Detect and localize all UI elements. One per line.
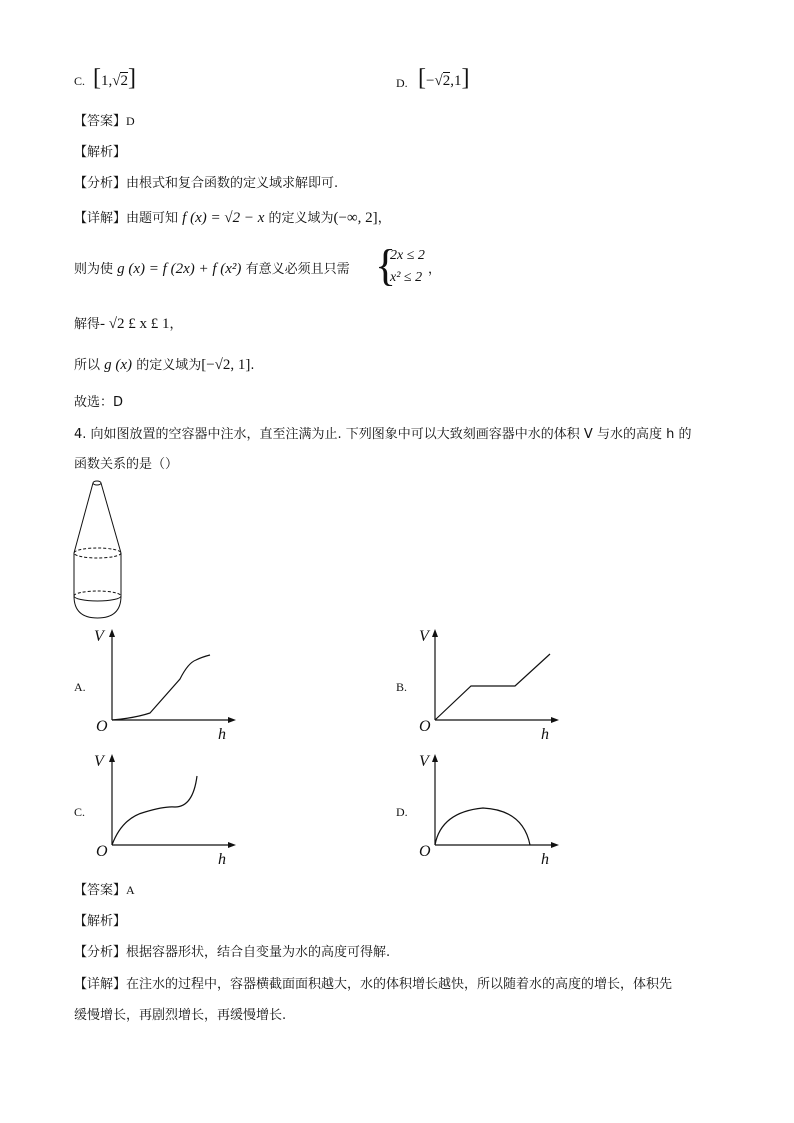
- x-arrow: [551, 717, 559, 723]
- xiangjie-tag: 【详解】: [74, 977, 127, 992]
- line4-mid: 的定义域为: [136, 358, 202, 373]
- answer-value: A: [126, 883, 135, 897]
- origin: O: [419, 718, 431, 735]
- origin: O: [96, 843, 108, 860]
- origin: O: [96, 718, 108, 735]
- q3-xiangjie-line4: [74, 354, 255, 374]
- cone-tip: [93, 481, 101, 485]
- line1-mid: 的定义域为: [268, 211, 334, 226]
- q3-analysis-tag: 【解析】: [74, 145, 127, 160]
- axis-v: V: [94, 628, 104, 645]
- x-arrow: [228, 842, 236, 848]
- fenxi-text: 由根式和复合函数的定义域求解即可.: [126, 176, 339, 191]
- q4-xiangjie-line2: 缓慢增长，再剧烈增长，再缓慢增长.: [74, 1008, 287, 1023]
- axis-h: h: [218, 726, 226, 743]
- curve-a: [112, 655, 210, 720]
- y-arrow: [109, 754, 115, 762]
- line2-mid: 有意义必须且只需: [245, 262, 350, 277]
- option-d-label: D.: [396, 76, 408, 90]
- line3-expr: - √2 £ x £ 1: [100, 316, 170, 332]
- q3-xiangjie-line2: [74, 258, 350, 278]
- x-arrow: [551, 842, 559, 848]
- fenxi-tag: 【分析】: [74, 176, 127, 191]
- cone-right-edge: [101, 483, 121, 553]
- xiangjie-line1: 在注水的过程中，容器横截面面积越大，水的体积增长越快，所以随着水的高度的增长，体积先: [126, 977, 673, 992]
- axis-v: V: [94, 753, 104, 770]
- g-domain: [−√2, 1]: [201, 357, 251, 373]
- line2-end: ，: [428, 262, 442, 277]
- line3-pre: 解得: [74, 317, 101, 332]
- q3-answer: [74, 110, 135, 129]
- graph-b: [413, 625, 563, 745]
- system-ineq-1: 2x ≤ 2: [390, 248, 425, 263]
- option-c-interval: [1,√2]: [93, 65, 136, 91]
- q4-stem-line1: 4. 向如图放置的空容器中注水，直至注满为止. 下列图象中可以大致刻画容器中水的体积 V 与水的高度 h 的: [74, 427, 692, 442]
- q4-analysis-tag: 【解析】: [74, 914, 127, 929]
- axis-h: h: [541, 851, 549, 868]
- q4-answer: [74, 879, 135, 898]
- curve-b: [435, 654, 550, 720]
- fenxi-tag: 【分析】: [74, 945, 127, 960]
- f-definition: f (x) = √2 − x: [182, 210, 265, 226]
- x-arrow: [228, 717, 236, 723]
- y-arrow: [109, 629, 115, 637]
- option-d-right: ,1: [450, 73, 462, 89]
- option-c-radicand: 2: [120, 73, 128, 89]
- line2-pre: 则为使: [74, 262, 114, 277]
- cylinder-bottom-front: [74, 596, 121, 601]
- graph-a-label: A.: [74, 680, 86, 694]
- option-d-neg: −: [426, 73, 435, 89]
- g-definition: g (x) = f (2x) + f (x²): [117, 261, 242, 277]
- y-arrow: [432, 754, 438, 762]
- answer-value: D: [126, 114, 135, 128]
- curve-d: [435, 808, 530, 845]
- graph-d: [413, 750, 563, 870]
- q3-xiangjie-line1: [74, 207, 391, 227]
- origin: O: [419, 843, 431, 860]
- axis-v: V: [419, 628, 429, 645]
- q3-xiangjie-line3: [74, 313, 183, 333]
- axis-v: V: [419, 753, 429, 770]
- q4-xiangjie-line1: [74, 973, 672, 992]
- line4-end: .: [250, 358, 255, 373]
- container-figure: [66, 478, 136, 624]
- f-domain: (−∞, 2]: [333, 210, 378, 226]
- curve-c: [112, 776, 197, 845]
- graph-c-label: C.: [74, 805, 86, 819]
- cylinder-bottom-back: [74, 591, 121, 596]
- line1-end: ，: [377, 211, 391, 226]
- answer-tag: 【答案】: [74, 114, 127, 129]
- line3-end: ，: [169, 317, 183, 332]
- graph-c: [90, 750, 240, 870]
- answer-tag: 【答案】: [74, 883, 127, 898]
- cone-left-edge: [74, 483, 93, 553]
- system-brace: {: [375, 241, 397, 290]
- option-c-left: 1,: [101, 73, 113, 89]
- graph-d-label: D.: [396, 805, 408, 819]
- g-name: g (x): [104, 357, 133, 373]
- q3-choice: 故选：D: [74, 395, 124, 410]
- q3-fenxi: [74, 172, 338, 191]
- system-ineq-2: x² ≤ 2: [390, 270, 423, 285]
- q4-stem-line2: 函数关系的是（）: [74, 457, 179, 472]
- axis-h: h: [541, 726, 549, 743]
- line4-pre: 所以: [74, 358, 101, 373]
- option-c-label: C.: [74, 74, 86, 88]
- graph-b-label: B.: [396, 680, 408, 694]
- q4-fenxi: [74, 941, 390, 960]
- cylinder-top-ellipse: [74, 548, 121, 558]
- xiangjie-tag: 【详解】: [74, 211, 127, 226]
- axis-h: h: [218, 851, 226, 868]
- option-d-interval: [−√2,1]: [418, 65, 470, 91]
- graph-a: [90, 625, 240, 745]
- line1-pre: 由题可知: [126, 211, 179, 226]
- y-arrow: [432, 629, 438, 637]
- option-d-radicand: 2: [442, 73, 451, 89]
- fenxi-text: 根据容器形状，结合自变量为水的高度可得解.: [126, 945, 391, 960]
